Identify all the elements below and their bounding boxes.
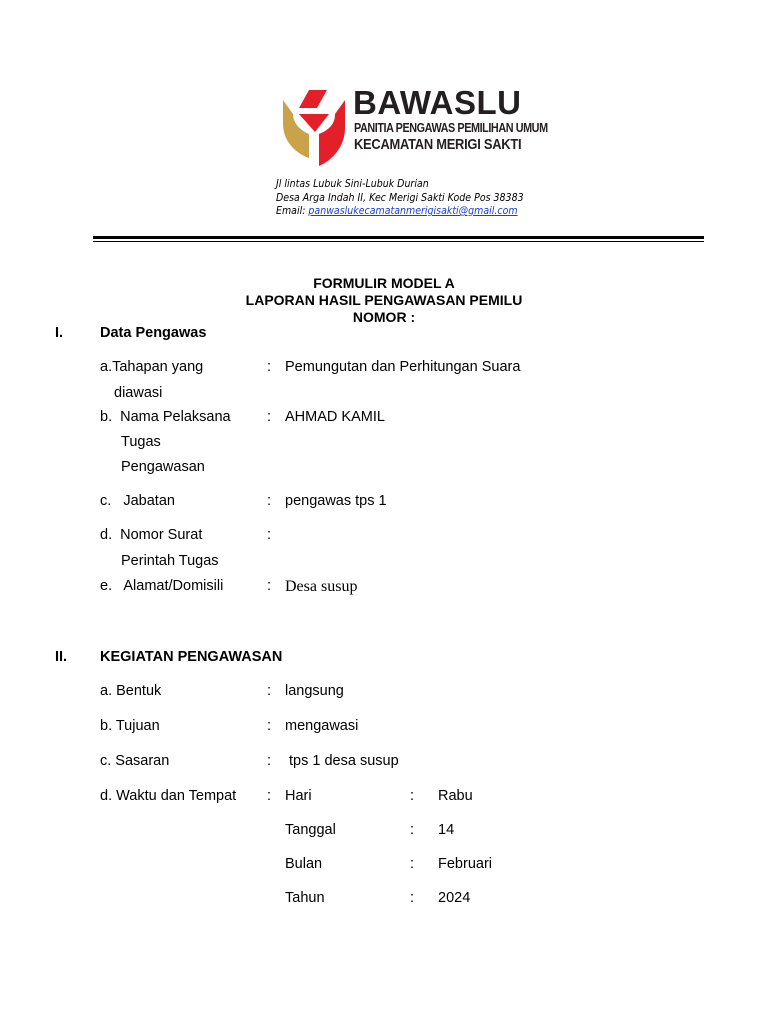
- section-1-number: I.: [55, 325, 64, 341]
- bawaslu-logo: [279, 84, 548, 166]
- address-line-1: Jl lintas Lubuk Sini-Lubuk Durian: [276, 178, 429, 190]
- item-d-label-1: d. Nomor Surat: [100, 527, 203, 543]
- activity-b-label: b. Tujuan: [100, 718, 160, 734]
- letterhead-rule-thin: [93, 241, 704, 242]
- activity-a-value: langsung: [285, 683, 344, 699]
- email-link[interactable]: panwaslukecamatanmerigisakti@gmail.com: [308, 205, 518, 217]
- time-date-value: 14: [438, 822, 455, 838]
- time-month-value: Februari: [438, 856, 492, 872]
- item-b-label-1: b. Nama Pelaksana: [100, 409, 231, 425]
- item-c-label: c. Jabatan: [100, 493, 175, 509]
- item-b-label-3: Pengawasan: [121, 459, 205, 475]
- logo-subtitle-2: KECAMATAN MERIGI SAKTI: [354, 136, 522, 153]
- time-day-value: Rabu: [438, 788, 473, 804]
- item-e-colon: :: [267, 578, 272, 594]
- time-year-label: Tahun: [285, 890, 325, 906]
- item-e-label: e. Alamat/Domisili: [100, 578, 224, 594]
- number-title: NOMOR :: [352, 309, 416, 325]
- activity-c-label: c. Sasaran: [100, 753, 170, 769]
- item-d-colon: :: [267, 527, 272, 543]
- time-day-label: Hari: [285, 788, 312, 804]
- logo-subtitle-1: PANITIA PENGAWAS PEMILIHAN UMUM: [354, 121, 548, 135]
- item-c-value: pengawas tps 1: [285, 493, 387, 509]
- item-d-label-2: Perintah Tugas: [121, 553, 219, 569]
- activity-d-colon: :: [267, 788, 272, 804]
- activity-a-colon: :: [267, 683, 272, 699]
- time-date-label: Tanggal: [285, 822, 336, 838]
- time-month-colon: :: [410, 856, 415, 872]
- time-year-colon: :: [410, 890, 415, 906]
- email-label: Email:: [276, 205, 306, 217]
- item-b-colon: :: [267, 409, 272, 425]
- time-date-colon: :: [410, 822, 415, 838]
- report-title: LAPORAN HASIL PENGAWASAN PEMILU: [245, 292, 523, 308]
- email-line: [276, 205, 518, 217]
- activity-c-colon: :: [267, 753, 272, 769]
- item-e-value: Desa susup: [285, 578, 358, 595]
- item-a-label-1: a.Tahapan yang: [100, 359, 204, 375]
- item-a-label-2: diawasi: [114, 385, 163, 401]
- bawaslu-emblem-icon: [279, 84, 349, 166]
- letterhead-rule-thick: [93, 236, 704, 239]
- item-b-label-2: Tugas: [121, 434, 161, 450]
- item-b-value: AHMAD KAMIL: [285, 409, 385, 425]
- item-a-colon: :: [267, 359, 272, 375]
- time-day-colon: :: [410, 788, 415, 804]
- logo-title: BAWASLU: [353, 84, 522, 121]
- section-1-title: Data Pengawas: [100, 325, 207, 341]
- activity-c-value: tps 1 desa susup: [285, 753, 399, 769]
- form-title: FORMULIR MODEL A: [313, 275, 455, 291]
- address-line-2: Desa Arga Indah II, Kec Merigi Sakti Kode Pos 38383: [276, 192, 524, 204]
- section-2-title: KEGIATAN PENGAWASAN: [100, 649, 283, 665]
- activity-a-label: a. Bentuk: [100, 683, 162, 699]
- activity-b-value: mengawasi: [285, 718, 359, 734]
- item-a-value: Pemungutan dan Perhitungan Suara: [285, 359, 521, 375]
- section-2-number: II.: [55, 649, 68, 665]
- time-month-label: Bulan: [285, 856, 323, 872]
- activity-b-colon: :: [267, 718, 272, 734]
- item-c-colon: :: [267, 493, 272, 509]
- activity-d-label: d. Waktu dan Tempat: [100, 788, 237, 804]
- time-year-value: 2024: [438, 890, 471, 906]
